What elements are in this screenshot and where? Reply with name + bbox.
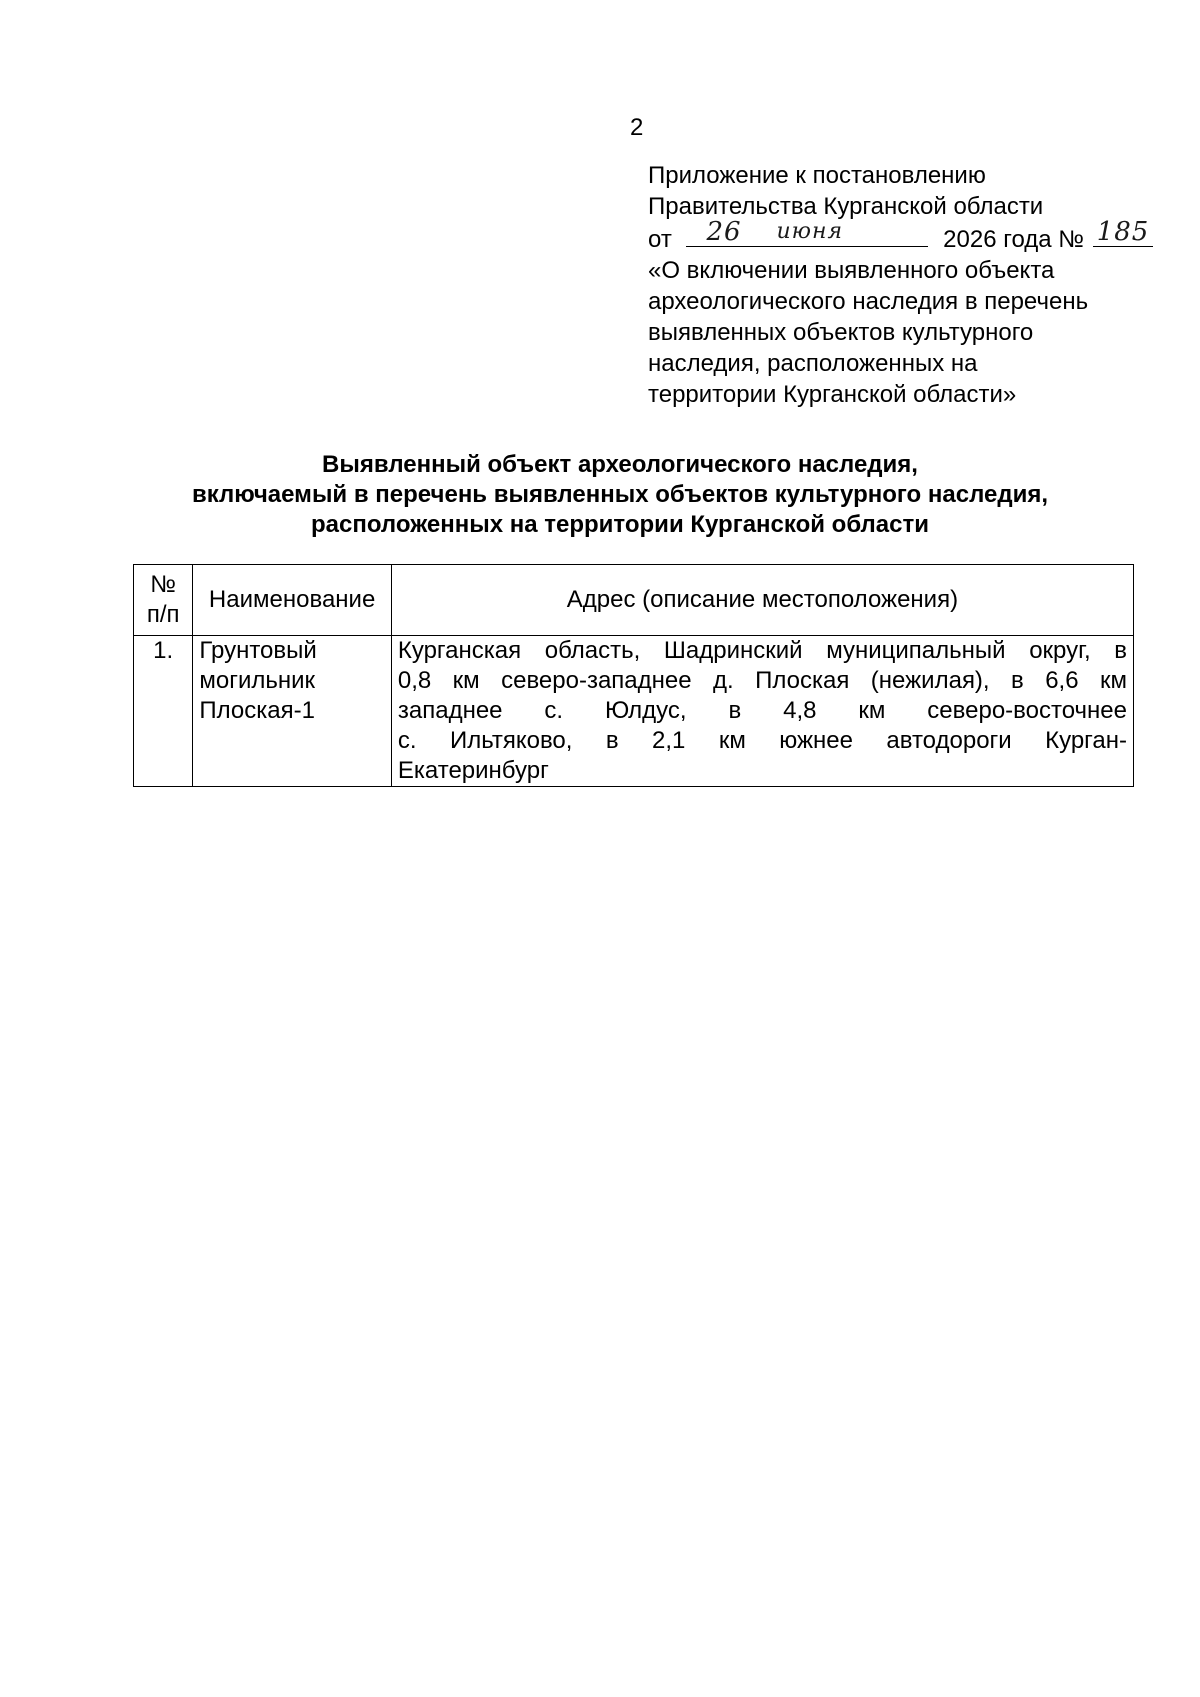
title-line-2: включаемый в перечень выявленных объектов культурного наследия,	[191, 481, 1049, 508]
appendix-date-line	[648, 217, 1168, 255]
table-header-row	[134, 565, 1134, 636]
row-address	[391, 636, 1133, 787]
row-name-line-1: Грунтовый	[199, 637, 317, 664]
title-line-1: Выявленный объект археологического наследия,	[322, 451, 918, 478]
title-line-3: расположенных на территории Курганской области	[311, 511, 929, 538]
handwritten-number: 185	[1096, 217, 1150, 247]
appendix-header	[648, 160, 1168, 410]
appendix-line-5: археологического наследия в перечень	[648, 288, 1089, 315]
row-address-line-2: 0,8 км северо-западнее д. Плоская (нежилая), в 6,6 км	[397, 667, 1127, 694]
document-title	[120, 450, 1120, 540]
header-name: Наименование	[193, 565, 392, 636]
table-row	[134, 636, 1134, 787]
header-number-pp: п/п	[146, 601, 180, 628]
header-address: Адрес (описание местоположения)	[391, 565, 1133, 636]
row-name-line-3: Плоская-1	[199, 697, 315, 724]
objects-table	[133, 564, 1134, 787]
row-name-line-2: могильник	[199, 667, 316, 694]
number-blank	[1093, 217, 1153, 247]
appendix-line-7: наследия, расположенных на	[648, 350, 978, 377]
row-address-line-1: Курганская область, Шадринский муниципальный округ, в	[397, 637, 1127, 664]
handwritten-day: 26	[706, 217, 742, 247]
row-address-line-4: с. Ильтяково, в 2,1 км южнее автодороги Курган-	[397, 727, 1127, 754]
appendix-line-6: выявленных объектов культурного	[648, 319, 1034, 346]
appendix-line-2: Правительства Курганской области	[648, 193, 1044, 220]
page-number: 2	[630, 114, 644, 141]
date-prefix: от	[648, 226, 672, 253]
row-address-line-3: западнее с. Юлдус, в 4,8 км северо-восточнее	[397, 697, 1127, 724]
appendix-line-1: Приложение к постановлению	[648, 162, 986, 189]
row-address-line-5: Екатеринбург	[397, 757, 549, 784]
handwritten-month: июня	[776, 219, 844, 244]
appendix-line-8: территории Курганской области»	[648, 381, 1017, 408]
year-text: 2026 года №	[943, 226, 1085, 253]
row-name	[193, 636, 392, 787]
appendix-line-4: «О включении выявленного объекта	[648, 257, 1055, 284]
row-number: 1.	[134, 636, 193, 787]
date-blank	[686, 217, 928, 247]
header-number-symbol: №	[150, 571, 177, 598]
header-number	[134, 565, 193, 636]
